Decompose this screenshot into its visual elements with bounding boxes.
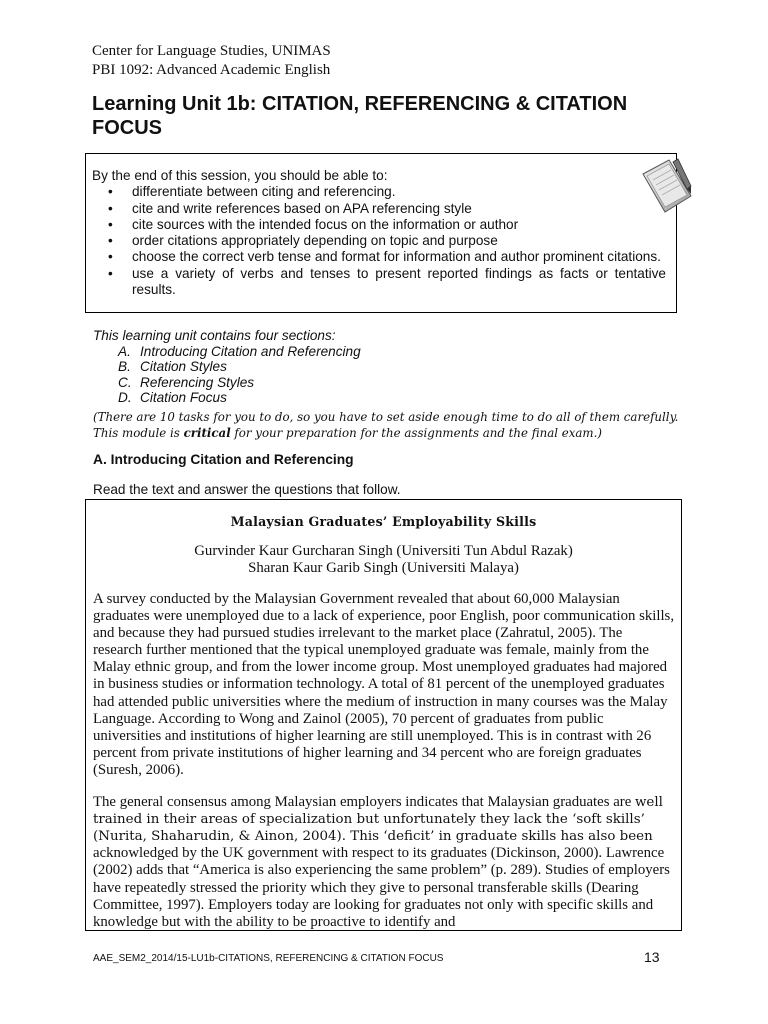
paragraph-text: well trained in their areas of specialization but unfortunately they lack the ‘soft skills’ (Nurita, Shaharudin, & Ainon, 2004). This ‘deficit’ in graduate skills has also been (93, 795, 663, 845)
list-item: • differentiate between citing and referencing. (132, 184, 666, 200)
section-marker: C. (118, 374, 132, 390)
section-label: Citation Focus (140, 390, 227, 405)
paragraph-text: acknowledged by the UK government with respect to its graduates (Dickinson, 2000). Lawrence (2002) adds that “America is also experiencing the same problem” (p. 289). Studies of employers have repeatedly stressed the priority which they give to personal transferable skills (Dearing Committee, 1997). Employers today are looking for graduates not only with specific skills and knowledge but with the ability to be proactive to identify and (93, 845, 670, 930)
article-box (85, 499, 682, 931)
page-number: 13 (644, 949, 660, 965)
section-label: Citation Styles (140, 359, 227, 374)
paragraph-text: The general consensus among Malaysian employers indicates that Malaysian graduates are (93, 794, 635, 811)
task-note (93, 409, 693, 441)
page-header (92, 42, 331, 80)
task-note-line (93, 425, 693, 441)
author-line: Sharan Kaur Garib Singh (Universiti Malaya) (248, 560, 519, 576)
list-item (118, 375, 693, 391)
section-marker: A. (118, 343, 131, 359)
task-note-text: This module is (93, 425, 184, 440)
list-item (118, 390, 693, 406)
task-note-line: (There are 10 tasks for you to do, so you have to set aside enough time to do all of them carefully. (93, 409, 679, 424)
article-paragraph (86, 794, 681, 931)
section-a-instruction: Read the text and answer the questions that follow. (93, 482, 401, 497)
unit-sections (93, 328, 693, 441)
footer-text: AAE_SEM2_2014/15-LU1b-CITATIONS, REFERENCING & CITATION FOCUS (93, 953, 444, 964)
list-item: • use a variety of verbs and tenses to present reported findings as facts or tentative results. (132, 266, 666, 299)
list-item: • cite sources with the intended focus on the information or author (132, 217, 666, 233)
section-marker: B. (118, 359, 131, 374)
section-label: Introducing Citation and Referencing (140, 343, 361, 359)
list-item (118, 359, 693, 375)
objectives-intro: By the end of this session, you should be able to: (92, 168, 388, 183)
article-paragraph: A survey conducted by the Malaysian Government revealed that about 60,000 Malaysian graduates were unemployed due to a lack of experience, poor English, poor communication skills, and because they had pursued studies irrelevant to the market place (Zahratul, 2005). The research further mentioned that the typical unemployed graduate was female, mainly from the Malay ethnic group, and from the lower income group. Most unemployed graduates had majored in business studies or information technology. A total of 81 percent of the unemployed graduates had attended public universities where the medium of instruction in many courses was the Malay Language. According to Wong and Zainol (2005), 70 percent of graduates from public universities and institutions of higher learning are still unemployed. This is in contrast with 26 percent from private institutions of higher learning and 34 percent who are foreign graduates (Suresh, 2006). (93, 591, 675, 778)
learning-objectives-box (85, 153, 677, 313)
section-marker: D. (118, 390, 132, 405)
sections-list (93, 344, 693, 406)
header-course: PBI 1092: Advanced Academic English (92, 62, 331, 78)
sections-intro: This learning unit contains four sections: (93, 328, 336, 343)
article-title: Malaysian Graduates’ Employability Skills (230, 514, 537, 529)
header-institution: Center for Language Studies, UNIMAS (92, 43, 331, 59)
article-authors (86, 543, 681, 577)
list-item: • order citations appropriately depending on topic and purpose (132, 233, 666, 249)
list-item: • cite and write references based on APA referencing style (132, 201, 666, 217)
section-a-heading: A. Introducing Citation and Referencing (93, 452, 354, 467)
section-label: Referencing Styles (140, 374, 255, 390)
author-line: Gurvinder Kaur Gurcharan Singh (Universiti Tun Abdul Razak) (194, 543, 573, 559)
critical-emphasis: critical (183, 425, 231, 440)
list-item: • choose the correct verb tense and format for information and author prominent citations. (132, 249, 666, 265)
objectives-list (92, 184, 666, 298)
page-title: Learning Unit 1b: CITATION, REFERENCING & CITATION FOCUS (92, 93, 628, 139)
list-item (118, 344, 693, 360)
task-note-text: for your preparation for the assignments and the final exam.) (230, 425, 602, 440)
